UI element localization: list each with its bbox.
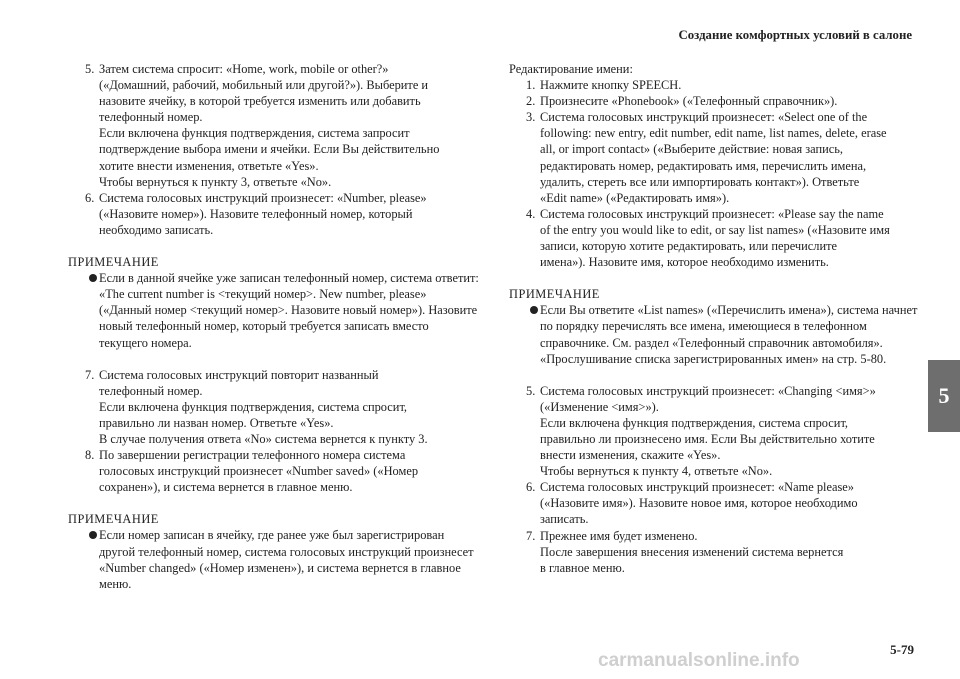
- bullet-icon: [89, 274, 97, 282]
- step-line: Система голосовых инструкций произнесет: «Number, please»: [99, 190, 427, 205]
- step-number: 7.: [85, 367, 95, 382]
- step-line: Система голосовых инструкций произнесет: «Select one of the: [540, 110, 868, 125]
- step-line: all, or import contact» («Выберите действие: новая запись,: [540, 142, 844, 157]
- step-line: «Edit name» («Редактировать имя»).: [540, 190, 730, 205]
- step-number: 4.: [526, 206, 536, 221]
- step-line: имена»). Назовите имя, которое необходимо изменить.: [540, 255, 829, 270]
- step-line: Если включена функция подтверждения, система спросит,: [540, 415, 849, 430]
- note-line: зарегистрирован другой телефонный номер, система голосовых: [99, 528, 445, 559]
- step-number: 6.: [526, 480, 536, 495]
- note-heading: ПРИМЕЧАНИЕ: [68, 255, 159, 270]
- note-line: Если в данной ячейке уже записан телефонный номер, система: [99, 271, 433, 286]
- chapter-tab-label: 5: [938, 382, 950, 408]
- bullet-icon: [89, 531, 97, 539]
- step-line: («Домашний, рабочий, мобильный или другой?»). Выберите и: [99, 78, 429, 93]
- note-line: номер»). Назовите новый телефонный номер, который: [99, 303, 478, 334]
- step-number: 7.: [526, 528, 536, 543]
- note-line: начнет по порядку перечислять все имена, имеющиеся в: [540, 303, 918, 334]
- step-line: По завершении регистрации телефонного номера система: [99, 448, 406, 463]
- step-line: Если включена функция подтверждения, система запросит: [99, 126, 410, 141]
- note-line: Если Вы ответите «List names» («Перечислить имена»), система: [540, 303, 879, 318]
- note-block-2: [68, 511, 480, 591]
- step-line: Произнесите «Phonebook» («Телефонный справочник»).: [540, 94, 838, 109]
- right-column: [509, 61, 919, 576]
- step-line: записи, которую хотите редактировать, или перечислите: [540, 239, 837, 254]
- step-line: («Назовите имя»). Назовите новое имя, которое необходимо: [540, 496, 858, 511]
- chapter-tab: [928, 360, 960, 432]
- bullet-icon: [530, 306, 538, 314]
- step-number: 2.: [526, 94, 536, 109]
- step-line: внести изменения, скажите «Yes».: [540, 448, 721, 463]
- step-line: правильно ли назван номер. Ответьте «Yes».: [99, 415, 334, 430]
- note-heading: ПРИМЕЧАНИЕ: [509, 287, 600, 302]
- step-line: сохранен»), и система вернется в главное меню.: [99, 480, 353, 495]
- step-8: [68, 447, 480, 495]
- step-1: [509, 77, 919, 93]
- note-block-1: [68, 254, 480, 351]
- watermark: carmanualsonline.info: [598, 650, 800, 671]
- step-line: правильно ли произнесено имя. Если Вы действительно хотите: [540, 431, 875, 446]
- step-line: подтверждение выбора имени и ячейки. Если Вы действительно: [99, 142, 440, 157]
- step-line: of the entry you would like to edit, or say list names» («Назовите имя: [540, 222, 890, 237]
- page-header-title: Создание комфортных условий в салоне: [678, 28, 912, 42]
- step-line: В случае получения ответа «No» система вернется к пункту 3.: [99, 431, 428, 446]
- step-line: Чтобы вернуться к пункту 4, ответьте «No».: [540, 464, 773, 479]
- step-line: необходимо записать.: [99, 222, 214, 237]
- note-bullet: [68, 527, 480, 591]
- step-line: удалить, стереть все или импортировать контакт»). Ответьте: [540, 174, 860, 189]
- step-number: 5.: [526, 383, 536, 398]
- step-line: Чтобы вернуться к пункту 3, ответьте «No».: [99, 174, 332, 189]
- note-block-3: [509, 286, 919, 366]
- note-heading: ПРИМЕЧАНИЕ: [68, 512, 159, 527]
- step-2: [509, 93, 919, 109]
- page-number: 5-79: [890, 642, 914, 657]
- note-line: автомобиля». «Прослушивание списка зарегистрированных: [540, 335, 883, 366]
- step-line: назовите ячейку, в которой требуется изменить или добавить: [99, 94, 421, 109]
- step-line: После завершения внесения изменений система вернется: [540, 544, 844, 559]
- step-line: в главное меню.: [540, 560, 625, 575]
- step-number: 1.: [526, 78, 536, 93]
- step-4: [509, 206, 919, 270]
- step-line: Затем система спросит: «Home, work, mobile or other?»: [99, 62, 389, 76]
- step-line: голосовых инструкций произнесет «Number saved» («Номер: [99, 464, 419, 479]
- step-5: [68, 61, 480, 190]
- step-line: Система голосовых инструкций повторит названный: [99, 367, 379, 382]
- step-line: Система голосовых инструкций произнесет: «Please say the name: [540, 206, 884, 221]
- step-line: Нажмите кнопку SPEECH.: [540, 78, 682, 93]
- note-line: инструкций произнесет «Number changed» («Номер изменен»),: [99, 544, 474, 575]
- step-number: 3.: [526, 110, 536, 125]
- step-number: 5.: [85, 62, 95, 76]
- step-number: 8.: [85, 448, 95, 463]
- step-line: («Назовите номер»). Назовите телефонный номер, который: [99, 206, 413, 221]
- step-line: Прежнее имя будет изменено.: [540, 528, 698, 543]
- note-line: телефонном справочнике. См. раздел «Телефонный справочник: [540, 319, 867, 350]
- step-line: Система голосовых инструкций произнесет: «Changing <имя>»: [540, 383, 876, 398]
- note-line: please» («Данный номер <текущий номер>. Назовите новый: [99, 287, 427, 318]
- step-number: 6.: [85, 190, 95, 205]
- step-6: [68, 190, 480, 238]
- step-3: [509, 109, 919, 206]
- step-6-right: [509, 479, 919, 527]
- step-line: Если включена функция подтверждения, система спросит,: [99, 399, 408, 414]
- note-line: и система вернется в главное меню.: [99, 560, 461, 591]
- step-line: телефонный номер.: [99, 383, 203, 398]
- step-line: редактировать номер, редактировать имя, перечислить имена,: [540, 158, 867, 173]
- note-bullet: [68, 270, 480, 350]
- note-line: Если номер записан в ячейку, где ранее уже был: [99, 528, 354, 543]
- step-line: Система голосовых инструкций произнесет: «Name please»: [540, 480, 855, 495]
- note-bullet: [509, 302, 919, 366]
- note-line: требуется записать вместо текущего номера.: [99, 319, 429, 350]
- step-5-right: [509, 383, 919, 480]
- note-line: ответит: «The current number is <текущий номер>. New number,: [99, 271, 479, 302]
- step-line: записать.: [540, 512, 589, 527]
- step-line: хотите внести изменения, ответьте «Yes».: [99, 158, 319, 173]
- step-7-right: [509, 528, 919, 576]
- step-line: телефонный номер.: [99, 110, 203, 125]
- note-line: имен» на стр. 5-80.: [785, 351, 887, 366]
- section-intro: Редактирование имени:: [509, 62, 633, 76]
- step-line: following: new entry, edit number, edit name, list names, delete, erase: [540, 126, 887, 141]
- step-7: [68, 367, 480, 447]
- left-column: [68, 61, 480, 592]
- step-line: («Изменение <имя>»).: [540, 399, 659, 414]
